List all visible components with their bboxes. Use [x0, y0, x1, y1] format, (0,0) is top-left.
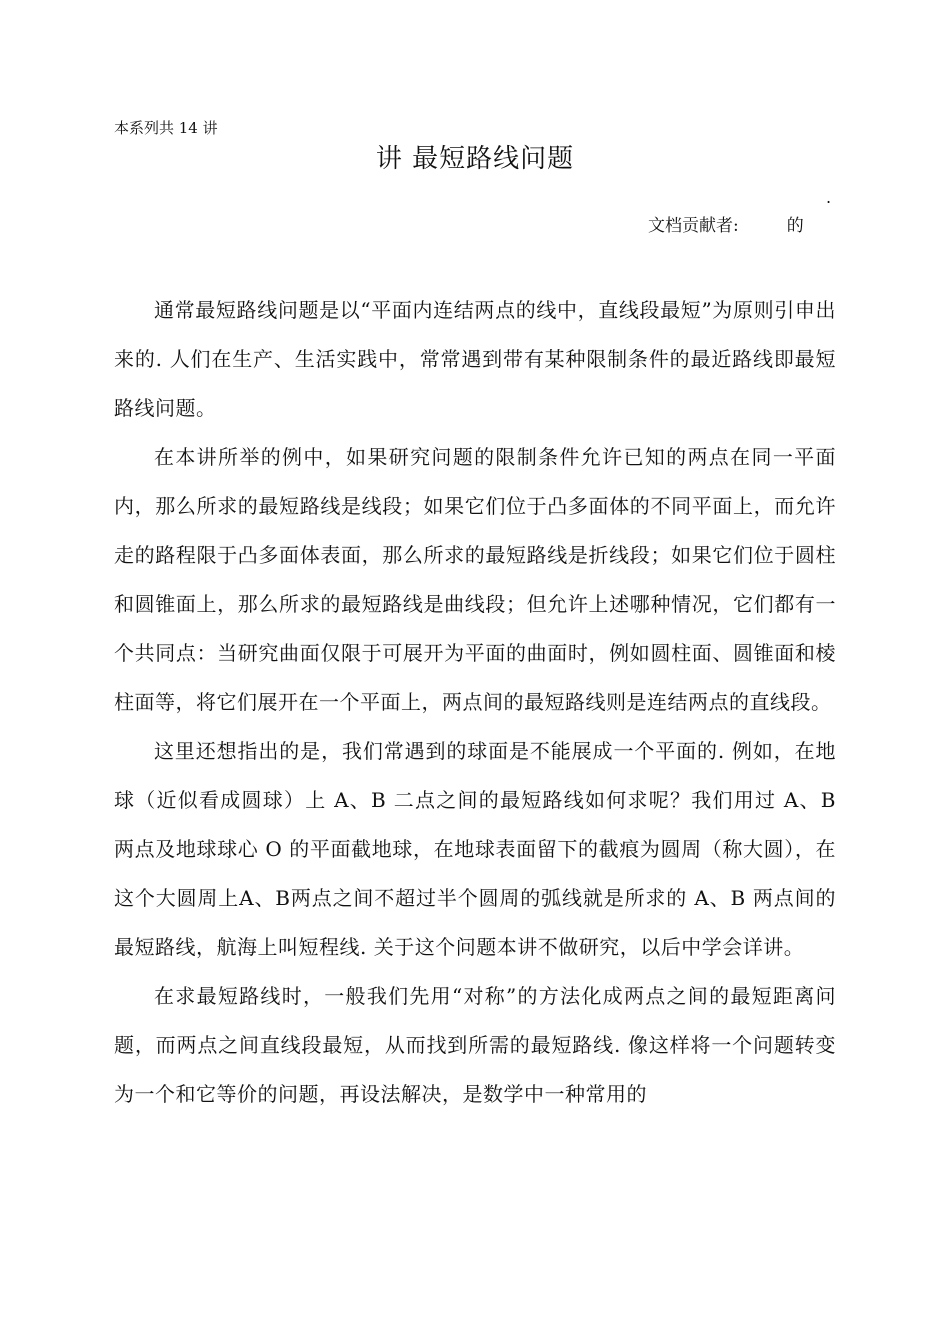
- contributor-name: 的: [786, 216, 804, 236]
- contributor-label: 文档贡献者:: [648, 216, 739, 236]
- paragraph-4: 在求最短路线时，一般我们先用“对称”的方法化成两点之间的最短距离问题，而两点之间直线段最短，从而找到所需的最短路线. 像这样将一个问题转变为一个和它等价的问题，再设法解决，是数学中一种常用的: [114, 984, 836, 1106]
- page-title: 讲 最短路线问题: [375, 144, 575, 174]
- contributor-line: [648, 211, 804, 236]
- paragraph-3: 这里还想指出的是，我们常遇到的球面是不能展成一个平面的. 例如，在地球（近似看成圆球）上 A、B 二点之间的最短路线如何求呢？我们用过 A、B 两点及地球球心 O 的平面截地球，在地球表面留下的截痕为圆周（称大圆），在这个大圆周上A、B两点之间不超过半个圆周的弧线就是所求的 A、B 两点间的最短路线，航海上叫短程线. 关于这个问题本讲不做研究，以后中学会详讲。: [114, 739, 836, 959]
- body-text: [114, 286, 836, 1119]
- paragraph-1: 通常最短路线问题是以“平面内连结两点的线中，直线段最短”为原则引申出来的. 人们在生产、生活实践中，常常遇到带有某种限制条件的最近路线即最短路线问题。: [114, 298, 836, 420]
- decorative-dot: .: [826, 188, 832, 207]
- paragraph-2: 在本讲所举的例中，如果研究问题的限制条件允许已知的两点在同一平面内，那么所求的最短路线是线段；如果它们位于凸多面体的不同平面上，而允许走的路程限于凸多面体表面，那么所求的最短路线是折线段；如果它们位于圆柱和圆锥面上，那么所求的最短路线是曲线段；但允许上述哪种情况，它们都有一个共同点：当研究曲面仅限于可展开为平面的曲面时，例如圆柱面、圆锥面和棱柱面等，将它们展开在一个平面上，两点间的最短路线则是连结两点的直线段。: [114, 445, 836, 714]
- series-note: 本系列共 14 讲: [114, 119, 218, 137]
